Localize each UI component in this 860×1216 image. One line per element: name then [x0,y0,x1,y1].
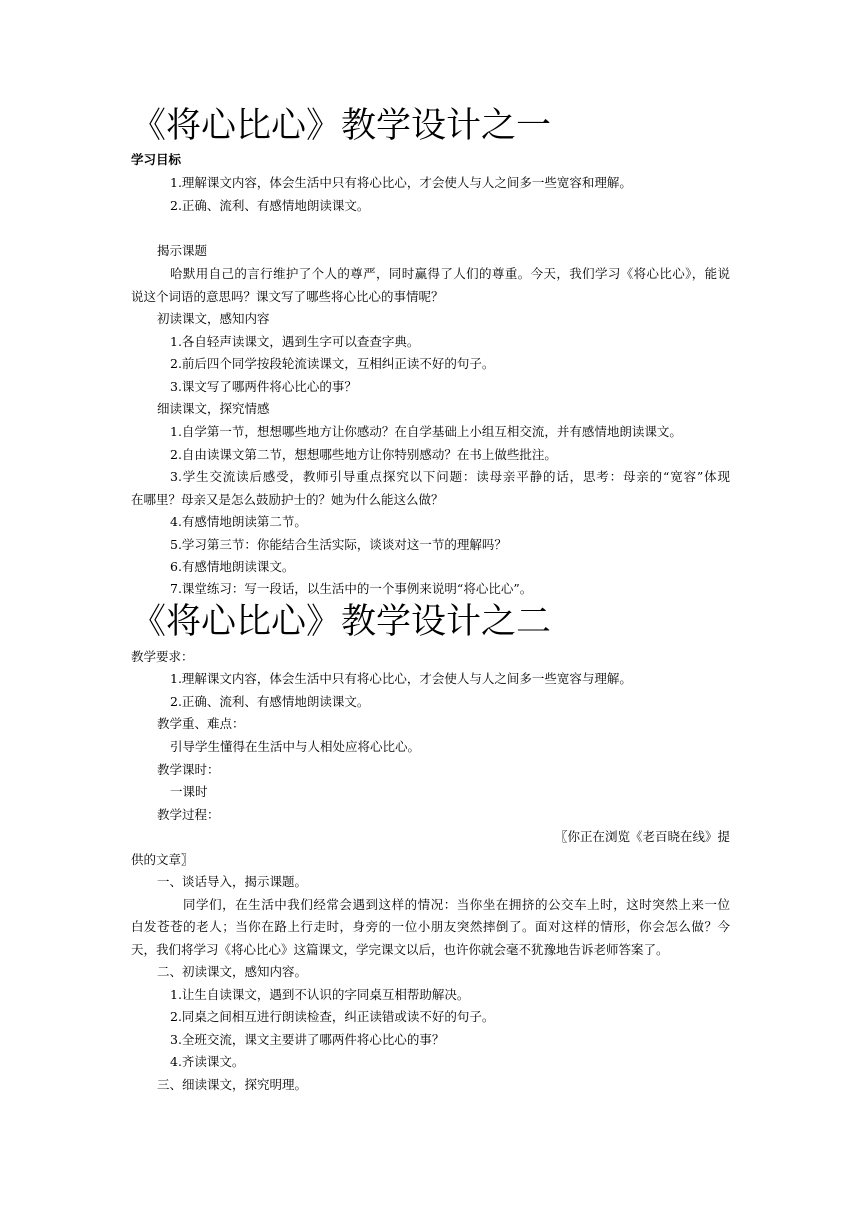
section-heading-detail-reading: 细读课文，探究情感 [157,401,270,416]
paragraph-line: 说这个词语的意思吗？课文写了哪些将心比心的事情呢？ [131,289,444,304]
section-heading-first-reading: 初读课文，感知内容 [157,311,270,326]
list-item: 3.全班交流，课文主要讲了哪两件将心比心的事？ [170,1032,445,1047]
section-heading-reveal: 揭示课题 [157,243,208,258]
list-item: 3.学生交流读后感受，教师引导重点探究以下问题：读母亲平静的话，思考：母亲的“宽容”体现 [170,469,730,484]
section-heading-key-points: 教学重、难点： [157,716,245,731]
section-heading-process: 教学过程： [157,807,220,822]
list-item: 4.有感情地朗读第二节。 [170,514,307,529]
list-item: 2.同桌之间相互进行朗读检查，纠正读错或读不好的句子。 [170,1009,495,1024]
step-heading: 二、初读课文，感知内容。 [157,964,308,979]
source-note: 〖你正在浏览《老百晓在线》提 [554,829,730,844]
list-item: 1.自学第一节，想想哪些地方让你感动？在自学基础上小组互相交流，并有感情地朗读课文。 [170,424,682,439]
list-item: 1.各自轻声读课文，遇到生字可以查查字典。 [170,334,420,349]
goal-item: 1.理解课文内容，体会生活中只有将心比心，才会使人与人之间多一些宽容和理解。 [170,175,632,190]
section-heading-class-hours: 教学课时： [157,762,220,777]
section-heading-goals: 学习目标 [131,152,182,167]
document-title-1: 《将心比心》教学设计之一 [131,106,552,146]
source-note: 供的文章〗 [131,852,194,867]
list-item: 6.有感情地朗读课文。 [170,559,295,574]
list-item: 7.课堂练习：写一段话，以生活中的一个事例来说明“将心比心”。 [170,581,533,596]
paragraph-line: 哈默用自己的言行维护了个人的尊严，同时赢得了人们的尊重。今天，我们学习《将心比心》，能说 [170,266,730,281]
list-item: 4.齐读课文。 [170,1054,245,1069]
list-item: 1.理解课文内容，体会生活中只有将心比心，才会使人与人之间多一些宽容与理解。 [170,671,632,686]
list-item: 5.学习第三节：你能结合生活实际，谈谈对这一节的理解吗？ [170,537,507,552]
step-heading: 三、细读课文，探究明理。 [157,1077,308,1092]
list-item: 1.让生自读课文，遇到不认识的字同桌互相帮助解决。 [170,987,470,1002]
step-heading: 一、谈话导入，揭示课题。 [157,874,308,889]
list-item: 2.正确、流利、有感情地朗读课文。 [170,694,370,709]
list-item: 2.自由读课文第二节，想想哪些地方让你特别感动？在书上做些批注。 [170,447,557,462]
paragraph-line: 白发苍苍的老人；当你在路上行走时，身旁的一位小朋友突然摔倒了。面对这样的情形，你会怎么做？今 [131,919,730,934]
paragraph-line: 引导学生懂得在生活中与人相处应将心比心。 [170,739,421,754]
list-item: 3.课文写了哪两件将心比心的事？ [170,379,357,394]
paragraph-line: 一课时 [170,784,208,799]
list-item-continuation: 在哪里？母亲又是怎么鼓励护士的？她为什么能这么做？ [131,492,444,507]
paragraph-line: 天，我们将学习《将心比心》这篇课文，学完课文以后，也许你就会毫不犹豫地告诉老师答案了。 [131,942,669,957]
section-heading-requirements: 教学要求： [131,649,194,664]
document-title-2: 《将心比心》教学设计之二 [131,602,552,642]
list-item: 2.前后四个同学按段轮流读课文，互相纠正读不好的句子。 [170,356,495,371]
goal-item: 2.正确、流利、有感情地朗读课文。 [170,198,370,213]
paragraph-line: 同学们，在生活中我们经常会遇到这样的情况：当你坐在拥挤的公交车上时，这时突然上来一位 [183,897,730,912]
